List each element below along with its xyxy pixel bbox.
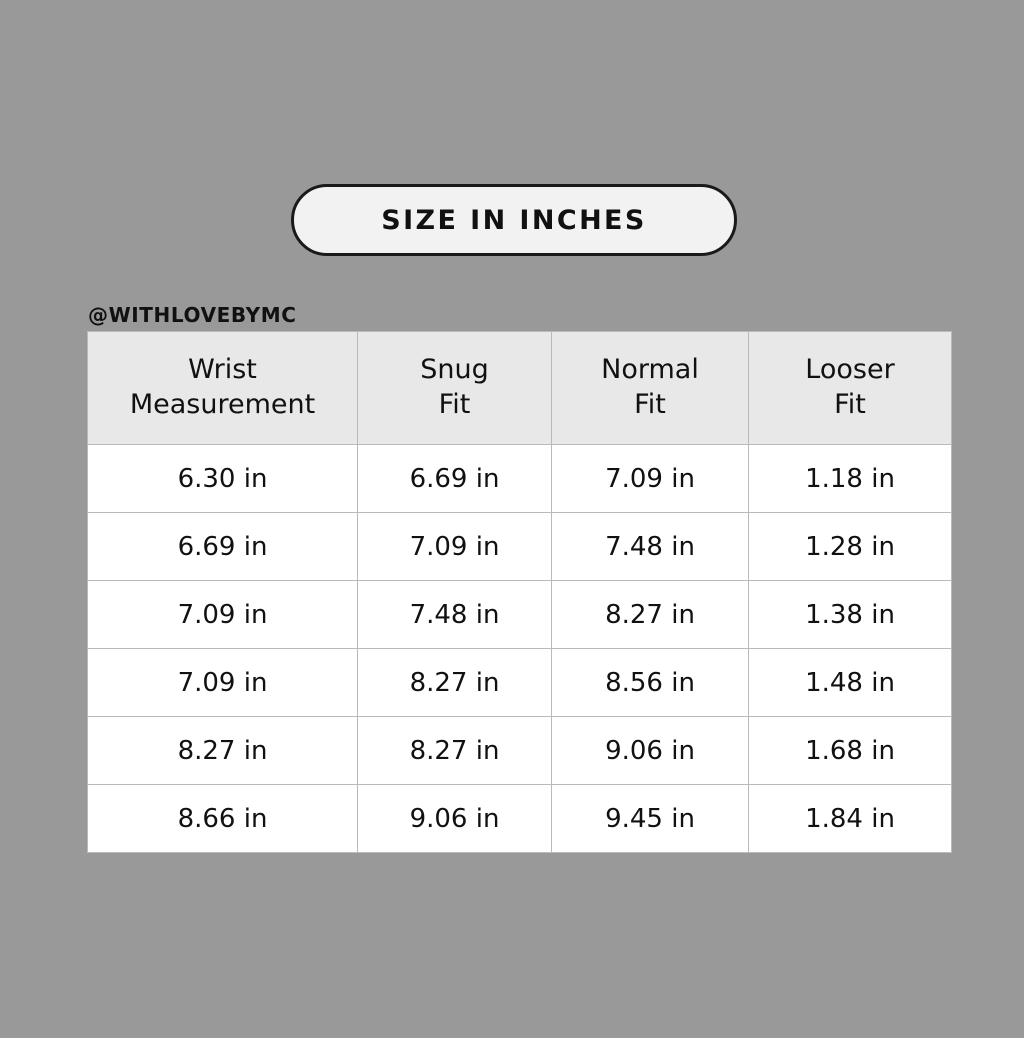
table-row [88, 785, 952, 853]
table-row [88, 513, 952, 581]
cell-wrist-measurement: 6.30 in [88, 445, 358, 513]
column-header-line-2: Fit [834, 389, 866, 420]
column-header-snug-fit [358, 332, 552, 445]
cell-looser-fit: 1.48 in [749, 649, 952, 717]
cell-wrist-measurement: 6.69 in [88, 513, 358, 581]
cell-snug-fit: 8.27 in [358, 649, 552, 717]
table-row [88, 581, 952, 649]
cell-normal-fit: 7.48 in [552, 513, 749, 581]
cell-normal-fit: 9.06 in [552, 717, 749, 785]
size-table-container [87, 331, 951, 853]
cell-wrist-measurement: 7.09 in [88, 649, 358, 717]
table-row [88, 717, 952, 785]
cell-normal-fit: 9.45 in [552, 785, 749, 853]
page-title: SIZE IN INCHES [381, 204, 647, 236]
cell-snug-fit: 6.69 in [358, 445, 552, 513]
title-pill [291, 184, 737, 256]
column-header-normal-fit [552, 332, 749, 445]
cell-wrist-measurement: 8.66 in [88, 785, 358, 853]
column-header-wrist-measurement [88, 332, 358, 445]
table-header-row [88, 332, 952, 445]
column-header-line-2: Measurement [129, 389, 316, 420]
table-row [88, 649, 952, 717]
size-table [87, 331, 952, 853]
cell-normal-fit: 7.09 in [552, 445, 749, 513]
cell-normal-fit: 8.27 in [552, 581, 749, 649]
cell-looser-fit: 1.84 in [749, 785, 952, 853]
column-header-line-1: Wrist [188, 354, 257, 386]
cell-looser-fit: 1.38 in [749, 581, 952, 649]
cell-snug-fit: 7.48 in [358, 581, 552, 649]
column-header-line-1: Snug [420, 354, 489, 386]
table-row [88, 445, 952, 513]
cell-looser-fit: 1.28 in [749, 513, 952, 581]
column-header-looser-fit [749, 332, 952, 445]
cell-snug-fit: 9.06 in [358, 785, 552, 853]
cell-snug-fit: 8.27 in [358, 717, 552, 785]
cell-looser-fit: 1.18 in [749, 445, 952, 513]
cell-wrist-measurement: 8.27 in [88, 717, 358, 785]
cell-wrist-measurement: 7.09 in [88, 581, 358, 649]
cell-normal-fit: 8.56 in [552, 649, 749, 717]
cell-snug-fit: 7.09 in [358, 513, 552, 581]
column-header-line-1: Looser [805, 354, 895, 386]
column-header-line-1: Normal [601, 354, 699, 386]
brand-handle: @WITHLOVEBYMC [88, 303, 297, 327]
cell-looser-fit: 1.68 in [749, 717, 952, 785]
column-header-line-2: Fit [634, 389, 666, 420]
column-header-line-2: Fit [438, 389, 471, 420]
